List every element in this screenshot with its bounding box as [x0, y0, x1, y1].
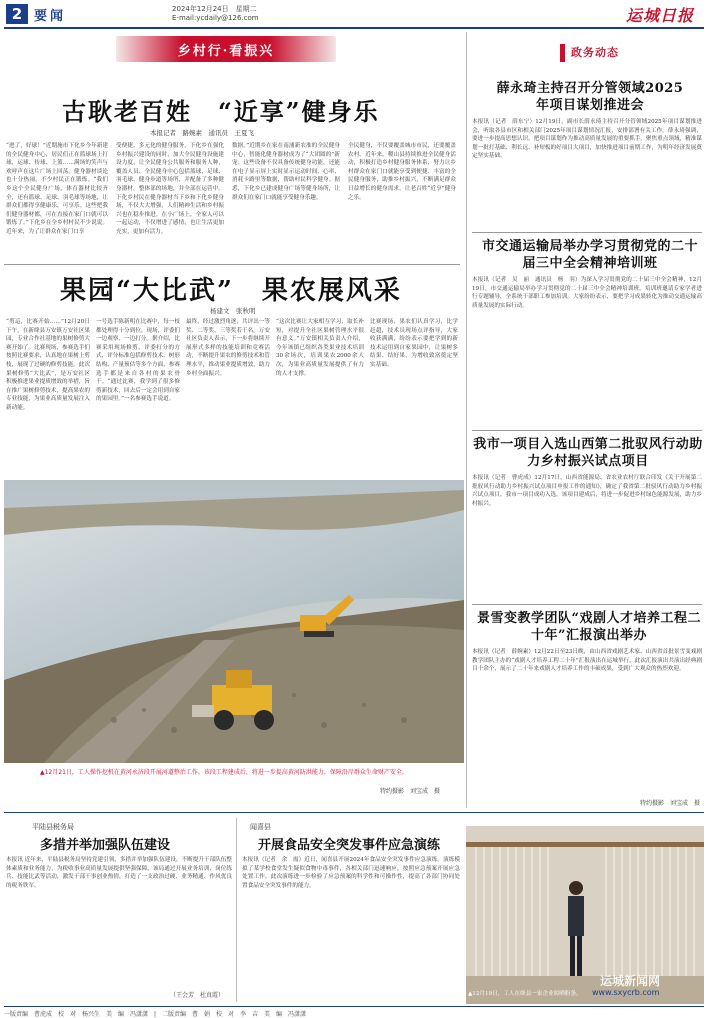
- divider: [472, 232, 702, 233]
- right-article3-headline: 我市一项目入选山西第二批驭风行动助力乡村振兴试点项目: [473, 437, 703, 469]
- article2-headline: 果园“大比武” 果农展风采: [60, 276, 402, 306]
- bottom-article2-body: 本报讯（记者 余 霞）近日，闻喜县开展2024年食品安全突发事件应急演练。演练模拟了某学校食堂发生疑似食物中毒事件，各相关部门迅速响应，按照应急预案开展应急处置工作。此次演练进一步检验了应急预案的科学性和可操作性，提高了各部门协同处置食品安全突发事件的能力。: [242, 857, 460, 889]
- watermark-url: www.sxycrb.com: [592, 988, 660, 997]
- bottom-article2-kicker: 闻喜县: [250, 823, 271, 831]
- bottom-article2-headline: 开展食品安全突发事件应急演练: [258, 838, 441, 853]
- right-article1-body: 本报讯（记者 薛东宁）12月19日，副市长薛永琦主持召开分管领域2025年项目谋划推进会，听取各县市区和相关部门2025年项目谋划情况汇报，安排部署有关工作。薛永琦强调，要进一步提高思想认识，把项目谋划作为推动高质量发展的重要抓手，聚焦重点领域，精准谋划一批打基础、利长远、补短板的好项目大项目，加快推进项目前期工作，为明年经济发展奠定坚实基础。: [472, 119, 702, 160]
- article1-col3: 数据。”近期乡在家在南浦新农准的全民健身中心，智能化健身器材成为了“大团圆的”新宠。这些设备不仅具备传统健身功能，还能在电子显示屏上实时显示运动时间、心率、消耗卡路里等数据，帮助村民科学健身。据悉，下化乡已建成健身广场等健身场所，让群众们在家门口就能享受健身乐趣。: [232, 143, 340, 201]
- contact-email: E-mail:ycdaily@126.com: [172, 14, 259, 22]
- section-tag: 政务动态: [560, 44, 658, 62]
- divider: [472, 604, 702, 605]
- divider: [4, 264, 460, 265]
- newspaper-logo: 运城日报: [626, 6, 695, 25]
- right-article4-body: 本报讯（记者 薛婉素）12月22日至23日晚，由山西省戏剧艺术家、山西省首批景雪变戏剧教学团队主办的“戏剧人才培养工程二十年”汇报演出在运城举行。此次汇报演出共演出经典剧目十余个，展示了二十年来戏剧人才培养工作的丰硕成果，受到广大观众的热烈欢迎。: [472, 649, 702, 673]
- divider: [472, 430, 702, 431]
- noodle-drying-photo: [466, 826, 704, 1004]
- bottom-article1-byline: （王会芳 杜真霞）: [170, 992, 225, 999]
- river-construction-photo: [4, 480, 464, 763]
- column-divider: [466, 32, 467, 808]
- right-article2-body: 本报讯（记者 吴 丽 通讯员 杨 羽）为深入学习贯彻党的二十届三中全会精神，12月19日，市交通运输局举办学习贯彻党的二十届三中全会精神培训班。培训班邀请专家学者进行专题辅导，全系统干部职工参加培训。大家纷纷表示，要把学习成果转化为推动交通运输高质量发展的实际行动。: [472, 277, 702, 309]
- article1-col4: 全民健身，不仅要覆盖城市市民，还要覆盖农村。近年来，稷山县持续推进全民健身活动，积极打造乡村健身服务体系，努力让乡村群众在家门口就能享受到便捷、丰富的全民健身服务，助推乡村振兴，不断满足群众日益增长的健身需求，让老百姓“近享”健身之乐。: [348, 143, 456, 201]
- watermark: 运城新闻网: [600, 974, 661, 988]
- article2-col3: 最终，经过激烈角逐，共评出一等奖、二等奖、三等奖若干名。万安社区负责人表示，下一步将继续开展形式多样的技能培训和竞赛活动，不断提升果农的修剪技术和管理水平，推动果业提质增效，助力乡村全面振兴。: [186, 319, 270, 377]
- photo-illustration: [4, 480, 464, 763]
- section-name: 要闻: [34, 9, 67, 24]
- divider: [4, 812, 704, 813]
- masthead-rule: [4, 27, 704, 29]
- article1-byline: 本报记者 路婉素 通讯员 王夏飞: [150, 129, 254, 137]
- right-article1-headline: 薛永琦主持召开分管领域2025年项目谋划推进会: [496, 81, 684, 113]
- column-banner-label: 乡村行·看振兴: [177, 44, 275, 59]
- bottom-article1-headline: 多措并举加强队伍建设: [40, 838, 171, 853]
- noodle-photo-illustration: [466, 826, 704, 1004]
- article2-col5: 比赛现场，果农们认真学习，比学赶超，技术员现场点评指导，大家收获满满，纷纷表示要把学到的新技术运用到自家果园中，让果树多结果、结好果，为增收致富奠定坚实基础。: [370, 319, 458, 368]
- article2-col4: “这次比赛让大家相互学习、取长补短，对提升全社区果树管理水平很有意义。”万安镇相关负责人介绍，今年该镇已组织各类果业技术培训30余场次，培训果农2000余人次，为果业高质量发展提供了有力的人才支撑。: [276, 319, 364, 377]
- issue-date: 2024年12月24日 星期二: [172, 5, 257, 13]
- bottom-article1-body: 本报讯 近年来，平陆县税务局坚持党建引领，多措并举加强队伍建设，不断提升干部队伍整体素质和业务能力，为税收事业高质量发展提供坚强保障。该局通过开展业务培训、岗位练兵、技能比武等活动，激发干部干事创业热情，打造了一支政治过硬、业务精通、作风优良的税务铁军。: [6, 857, 232, 889]
- editors-footer: 一版责编 曹虎成 校 对 杨兴生 美 编 冯潇潇 | 二版责编 曹 娟 校 对 李 吉 美 编 冯潇潇: [4, 1006, 704, 1018]
- right-article4-headline: 景雪变教学团队“戏剧人才培养工程二十年”汇报演出举办: [477, 611, 701, 643]
- page-number: 2: [6, 4, 28, 24]
- right-article2-headline: 市交通运输局举办学习贯彻党的二十届三中全会精神培训班: [481, 239, 698, 271]
- masthead: [0, 0, 708, 30]
- main-photo-credit: 特约摄影 刘宝成 摄: [380, 788, 441, 795]
- bottom-photo-caption: ▲12月19日，工人在绛县一家企业晾晒粉条。: [468, 991, 582, 997]
- bottom-article1-kicker: 平陆县税务局: [32, 823, 74, 831]
- right-article4-credit: 特约摄影 刘宝成 摄: [640, 800, 701, 807]
- article2-byline: 杨建文 张秋明: [210, 307, 256, 315]
- article1-col2: 受便捷、多元化的健身服务，下化乡在强化乡村振兴建设的同时，加大全民健身设施建设力度，让全民健身公共服务和服务人种，覆盖人员、全民健身中心包括篮球、足球、羽毛球、健身步道等场所，并配备了多种健身器材。整体部的场地，并全部在运营中。下化乡村民在健身器材当下乡和下化乡健身场，不仅大大增强，人们精神生活和乡村振兴也在稳步推进。在小广场上，全家人可以一起运动，不仅增进了感情，也让生活更加充实，更加有活力。: [116, 143, 224, 235]
- right-article3-body: 本报讯（记者 曹虎成）12月17日，山西省能源局、省农业农村厅联合印发《关于开展第二批驭风行动助力乡村振兴试点项目申报工作的通知》，确定了我省第二批驭风行动助力乡村振兴试点项目，我市一项目成功入选。该项目建成后，将进一步促进乡村绿色能源发展，助力乡村振兴。: [472, 475, 702, 507]
- article2-col1: “剪這，比赛开始……”12月20日下午，在新绛县万安镇万安社区果园，专业合作社基地的果树修剪大赛开始了。比赛现场，参赛选手们按照比赛要求，认真地在果树上剪枝，展现了过硬的修剪技能。此次果树修剪“大比武”，是万安社区积极推进果业提质增效的举措，旨在推广果树修剪技术，提高果农的专业技能，为果业高质量发展注入新动能。: [6, 319, 90, 411]
- article2-col2: 一号选手陈新明在比赛中，每一枝都处理得十分到位。现场，评委们一边观察，一边打分。据介绍，比赛采用现场修剪、评委打分的方式，评分标准包括修剪技术、树形结构、产量预估等多个方面，参赛选手都是来自各村的果农骨干。“通过比赛，我学到了很多修剪新技术，回去后一定会用到自家的果园里。”一名参赛选手说道。: [96, 319, 180, 403]
- main-photo-caption: ▲12月21日，工人操作挖机在黄河永济段开展河道整治工作。该段工程建成后，将进一步提高黄河防洪能力，保障沿岸群众生命财产安全。: [40, 769, 408, 776]
- article1-col1: “进了，好球！”近期施市下化乡今年新建的全民健身中心，居民们正在篮球场上打球，运球、传球、上篮……满场的笑声与欢呼声在这片广场上回荡。健身器材谈论也十分热闹，不少村民正在锻炼。“我们乡这个全民健身广场，体育器材比较齐全，还有篮球、足球、羽毛球等场地，让群众们都得享健康乐，可享乐。这些把我们健身器材都，可在直接在家门口就可以锻炼了。”下化乡在全乡村村民不少说说。近年来，为了让群众在家门口享: [6, 143, 108, 235]
- column-divider: [236, 818, 237, 1002]
- article1-headline: 古耿老百姓 “近享”健身乐: [62, 97, 380, 126]
